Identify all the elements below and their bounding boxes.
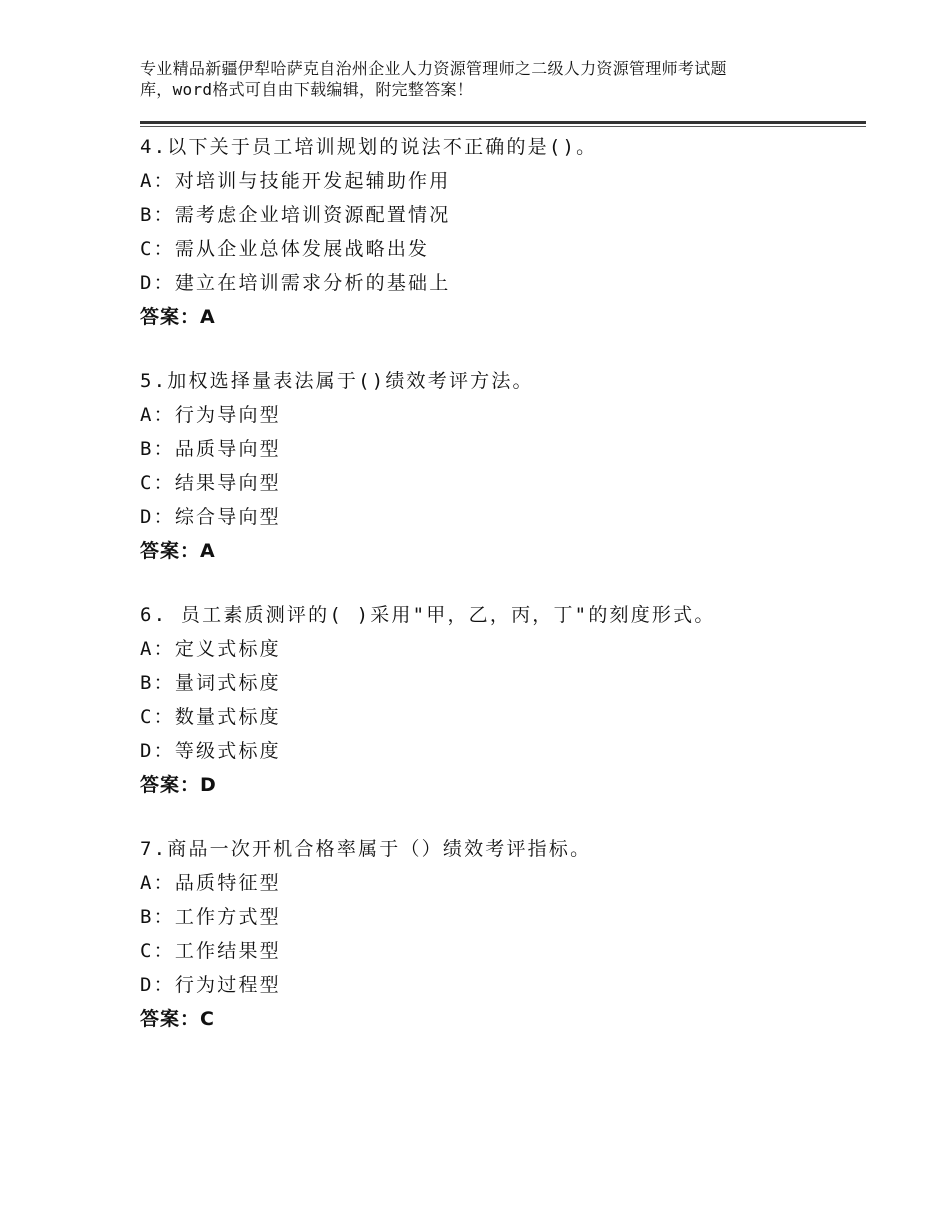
option-d: D：等级式标度 <box>140 740 281 762</box>
question-4 <box>140 130 860 334</box>
header-divider-thick <box>140 121 866 124</box>
answer-label: 答案： <box>140 540 201 562</box>
option-a: A：行为导向型 <box>140 404 281 426</box>
document-header <box>140 58 840 100</box>
answer-line <box>140 1002 860 1036</box>
answer-value: C <box>200 1008 214 1030</box>
question-7 <box>140 832 860 1036</box>
answer-line <box>140 534 860 568</box>
answer-label: 答案： <box>140 1008 201 1030</box>
question-list <box>140 130 860 1066</box>
option-b: B：工作方式型 <box>140 906 281 928</box>
option-d: D：综合导向型 <box>140 506 281 528</box>
answer-value: D <box>200 774 216 796</box>
option-d: D：建立在培训需求分析的基础上 <box>140 272 451 294</box>
answer-line <box>140 300 860 334</box>
answer-label: 答案： <box>140 774 201 796</box>
answer-value: A <box>200 306 215 328</box>
question-5 <box>140 364 860 568</box>
question-stem: 7.商品一次开机合格率属于（）绩效考评指标。 <box>140 838 592 860</box>
option-a: A：对培训与技能开发起辅助作用 <box>140 170 451 192</box>
header-title-line-1: 专业精品新疆伊犁哈萨克自治州企业人力资源管理师之二级人力资源管理师考试题 <box>140 59 727 78</box>
header-divider-thin <box>140 126 866 127</box>
option-d: D：行为过程型 <box>140 974 281 996</box>
option-c: C：结果导向型 <box>140 472 281 494</box>
option-a: A：定义式标度 <box>140 638 281 660</box>
answer-value: A <box>200 540 215 562</box>
option-b: B：量词式标度 <box>140 672 281 694</box>
header-title-line-2: 库，word格式可自由下载编辑，附完整答案！ <box>140 80 474 99</box>
option-b: B：品质导向型 <box>140 438 281 460</box>
question-stem: 6. 员工素质测评的( )采用"甲，乙，丙，丁"的刻度形式。 <box>140 604 716 626</box>
option-c: C：工作结果型 <box>140 940 281 962</box>
question-stem: 5.加权选择量表法属于()绩效考评方法。 <box>140 370 534 392</box>
answer-line <box>140 768 860 802</box>
option-a: A：品质特征型 <box>140 872 281 894</box>
question-stem: 4.以下关于员工培训规划的说法不正确的是()。 <box>140 136 598 158</box>
question-6 <box>140 598 860 802</box>
answer-label: 答案： <box>140 306 201 328</box>
option-b: B：需考虑企业培训资源配置情况 <box>140 204 451 226</box>
option-c: C：数量式标度 <box>140 706 281 728</box>
option-c: C：需从企业总体发展战略出发 <box>140 238 430 260</box>
